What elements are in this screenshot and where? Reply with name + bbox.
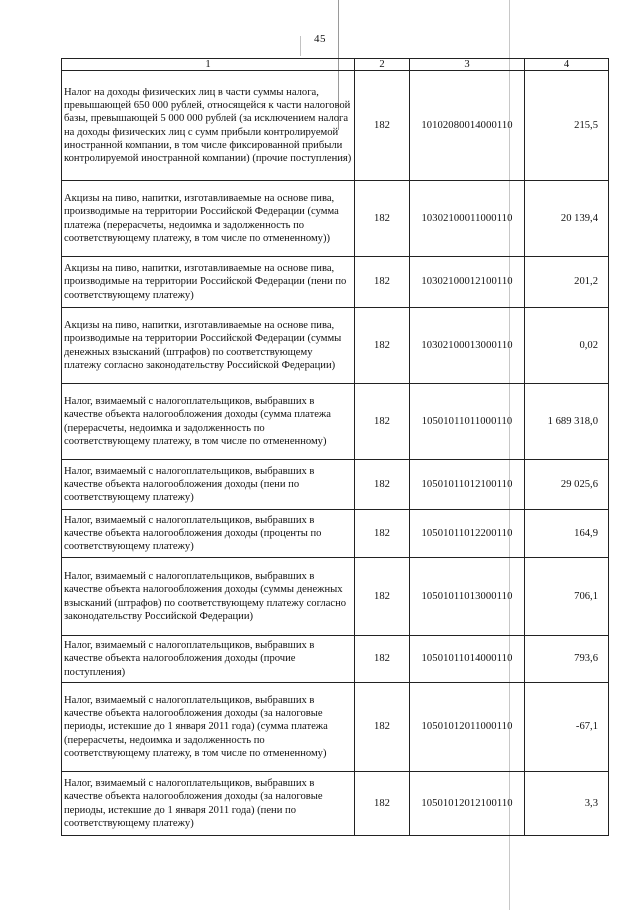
table-row bbox=[62, 510, 609, 558]
cell-admin-code: 182 bbox=[355, 257, 410, 308]
page-number: 45 bbox=[314, 33, 326, 45]
cell-budget-classification-code: 10501011012100110 bbox=[410, 460, 525, 510]
cell-admin-code: 182 bbox=[355, 71, 410, 181]
cell-amount: 215,5 bbox=[525, 71, 609, 181]
cell-amount: 201,2 bbox=[525, 257, 609, 308]
table-header-row bbox=[62, 59, 609, 71]
scan-artifact-line bbox=[300, 36, 301, 56]
cell-income-name: Акцизы на пиво, напитки, изготавливаемые на основе пива, производимые на территории Российской Федерации (суммы денежных взысканий (штрафов) по соответствующему платежу согласно законодательству Российской Федерации) bbox=[62, 308, 355, 384]
column-header: 2 bbox=[355, 59, 410, 71]
cell-amount: 706,1 bbox=[525, 558, 609, 636]
table-row bbox=[62, 257, 609, 308]
cell-income-name: Налог, взимаемый с налогоплательщиков, выбравших в качестве объекта налогообложения доходы (сумма платежа (перерасчеты, недоимка и задолженность по соответствующему платежу, в том числе по отмененному) bbox=[62, 384, 355, 460]
table-row bbox=[62, 636, 609, 683]
cell-budget-classification-code: 10501012012100110 bbox=[410, 772, 525, 836]
cell-admin-code: 182 bbox=[355, 181, 410, 257]
cell-amount: -67,1 bbox=[525, 683, 609, 772]
cell-budget-classification-code: 10302100011000110 bbox=[410, 181, 525, 257]
column-header: 1 bbox=[62, 59, 355, 71]
cell-income-name: Налог, взимаемый с налогоплательщиков, выбравших в качестве объекта налогообложения доходы (прочие поступления) bbox=[62, 636, 355, 683]
cell-admin-code: 182 bbox=[355, 460, 410, 510]
table-row bbox=[62, 384, 609, 460]
cell-amount: 0,02 bbox=[525, 308, 609, 384]
table-row bbox=[62, 460, 609, 510]
cell-budget-classification-code: 10501011011000110 bbox=[410, 384, 525, 460]
table-row bbox=[62, 181, 609, 257]
cell-budget-classification-code: 10501012011000110 bbox=[410, 683, 525, 772]
cell-admin-code: 182 bbox=[355, 558, 410, 636]
cell-income-name: Налог, взимаемый с налогоплательщиков, выбравших в качестве объекта налогообложения доходы (за налоговые периоды, истекшие до 1 января 2011 года) (сумма платежа (перерасчеты, недоимка и задолженность по соответствующему платежу, в том числе по отмененному) bbox=[62, 683, 355, 772]
cell-amount: 3,3 bbox=[525, 772, 609, 836]
cell-income-name: Налог на доходы физических лиц в части суммы налога, превышающей 650 000 рублей, относящейся к части налоговой базы, превышающей 5 000 000 рублей (за исключением налога на доходы физических лиц с сумм прибыли контролируемой иностранной компании, в том числе фиксированной прибыли контролируемой иностранной компании) (прочие поступления) bbox=[62, 71, 355, 181]
cell-budget-classification-code: 10302100012100110 bbox=[410, 257, 525, 308]
table-row bbox=[62, 683, 609, 772]
cell-budget-classification-code: 10302100013000110 bbox=[410, 308, 525, 384]
cell-admin-code: 182 bbox=[355, 308, 410, 384]
column-header: 4 bbox=[525, 59, 609, 71]
cell-income-name: Налог, взимаемый с налогоплательщиков, выбравших в качестве объекта налогообложения доходы (проценты по соответствующему платежу) bbox=[62, 510, 355, 558]
cell-budget-classification-code: 10102080014000110 bbox=[410, 71, 525, 181]
table-row bbox=[62, 772, 609, 836]
cell-budget-classification-code: 10501011014000110 bbox=[410, 636, 525, 683]
cell-income-name: Акцизы на пиво, напитки, изготавливаемые на основе пива, производимые на территории Российской Федерации (пени по соответствующему платежу) bbox=[62, 257, 355, 308]
cell-admin-code: 182 bbox=[355, 772, 410, 836]
cell-income-name: Налог, взимаемый с налогоплательщиков, выбравших в качестве объекта налогообложения доходы (пени по соответствующему платежу) bbox=[62, 460, 355, 510]
table-row bbox=[62, 71, 609, 181]
table-row bbox=[62, 558, 609, 636]
cell-income-name: Налог, взимаемый с налогоплательщиков, выбравших в качестве объекта налогообложения доходы (суммы денежных взысканий (штрафов) по соответствующему платежу согласно законодательству Российской Федерации) bbox=[62, 558, 355, 636]
cell-amount: 29 025,6 bbox=[525, 460, 609, 510]
revenue-table bbox=[61, 58, 609, 836]
cell-income-name: Акцизы на пиво, напитки, изготавливаемые на основе пива, производимые на территории Российской Федерации (сумма платежа (перерасчеты, недоимка и задолженность по соответствующему платежу, в том числе по отмененному)) bbox=[62, 181, 355, 257]
cell-admin-code: 182 bbox=[355, 384, 410, 460]
table-row bbox=[62, 308, 609, 384]
cell-admin-code: 182 bbox=[355, 510, 410, 558]
cell-budget-classification-code: 10501011013000110 bbox=[410, 558, 525, 636]
column-header: 3 bbox=[410, 59, 525, 71]
cell-amount: 793,6 bbox=[525, 636, 609, 683]
cell-amount: 1 689 318,0 bbox=[525, 384, 609, 460]
cell-income-name: Налог, взимаемый с налогоплательщиков, выбравших в качестве объекта налогообложения доходы (за налоговые периоды, истекшие до 1 января 2011 года) (пени по соответствующему платежу) bbox=[62, 772, 355, 836]
cell-admin-code: 182 bbox=[355, 683, 410, 772]
cell-budget-classification-code: 10501011012200110 bbox=[410, 510, 525, 558]
cell-amount: 20 139,4 bbox=[525, 181, 609, 257]
cell-admin-code: 182 bbox=[355, 636, 410, 683]
cell-amount: 164,9 bbox=[525, 510, 609, 558]
